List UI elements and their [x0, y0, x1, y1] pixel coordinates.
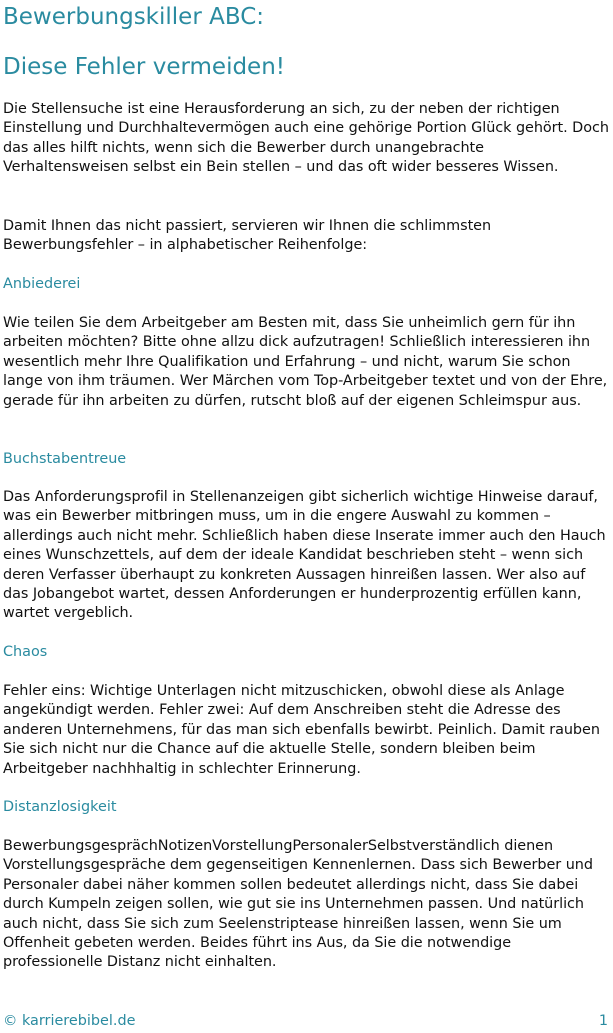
- page-number: 1: [598, 1013, 608, 1029]
- intro-text-2: Damit Ihnen das nicht passiert, servieren wir Ihnen die schlimmsten Bewerbungsfehler – in alphabetischer Reihenfolge:: [3, 218, 492, 254]
- section-text-buchstabentreue: Das Anforderungsprofil in Stellenanzeigen gibt sicherlich wichtige Hinweise darauf, was ein Bewerber mitbringen muss, um in die engere Auswahl zu kommen – allerdings auch nicht mehr. Schließlich haben diese Inserate immer auch den Hauch eines Wunschzettels, auf dem der ideale Kandidat beschrieben steht – wenn sich deren Verfasser überhaupt zu konkreten Aussagen hinreißen lassen. Wer also auf das Jobangebot wartet, dessen Anforderungen er hunderprozentig erfüllen kann, wartet vergeblich.: [3, 489, 606, 622]
- section-heading-chaos: Chaos: [3, 644, 48, 660]
- page-footer: [0, 1012, 613, 1032]
- section-text-chaos: Fehler eins: Wichtige Unterlagen nicht mitzuschicken, obwohl diese als Anlage angekündigt werden. Fehler zwei: Auf dem Anschreiben steht die Adresse des anderen Unternehmens, für das man sich ebenfalls bewirbt. Peinlich. Damit rauben Sie sich nicht nur die Chance auf die aktuelle Stelle, sondern bleiben beim Arbeitgeber nachhhaltig in schlechter Erinnerung.: [3, 683, 600, 777]
- section-heading-distanzlosigkeit: Distanzlosigkeit: [3, 799, 117, 815]
- section-distanzlosigkeit-heading-wrap: [3, 798, 611, 817]
- section-anbiederei: [3, 314, 611, 411]
- section-distanzlosigkeit: [3, 837, 611, 973]
- section-text-anbiederei: Wie teilen Sie dem Arbeitgeber am Besten mit, dass Sie unheimlich gern für ihn arbeiten möchten? Bitte ohne allzu dick aufzutragen! Schließlich interessieren ihn wesentlich mehr Ihre Qualifikation und Erfahrung – und nicht, warum Sie schon lange von ihm träumen. Wer Märchen vom Top-Arbeitgeber textet und von der Ehre, gerade für ihn arbeiten zu dürfen, rutscht bloß auf der eigenen Schleimspur aus.: [3, 315, 608, 409]
- section-text-distanzlosigkeit: BewerbungsgesprächNotizenVorstellungPersonalerSelbstverständlich dienen Vorstellungsgespräche dem gegenseitigen Kennenlernen. Dass sich Bewerber und Personaler dabei näher kommen sollen bedeutet allerdings nicht, dass Sie dabei durch Kumpeln zeigen sollen, wie gut sie ins Unternehmen passen. Und natürlich auch nicht, dass Sie sich zum Seelenstriptease hinreißen lassen, wenn Sie um Offenheit gebeten werden. Beides führt ins Aus, da Sie die notwendige professionelle Distanz nicht einhalten.: [3, 838, 593, 971]
- section-chaos: [3, 682, 611, 779]
- section-anbiederei-heading-wrap: [3, 275, 611, 294]
- section-heading-anbiederei: Anbiederei: [3, 276, 81, 292]
- section-chaos-heading-wrap: [3, 643, 611, 662]
- intro-text-1: Die Stellensuche ist eine Herausforderung an sich, zu der neben der richtigen Einstellung und Durchhaltevermögen auch eine gehörige Portion Glück gehört. Doch das alles hilft nichts, wenn sich die Bewerber durch unangebrachte Verhaltensweisen selbst ein Bein stellen – und das oft wider besseres Wissen.: [3, 101, 609, 176]
- section-buchstabentreue-heading-wrap: [3, 450, 611, 469]
- section-heading-buchstabentreue: Buchstabentreue: [3, 451, 127, 467]
- document-title-line-2: Diese Fehler vermeiden!: [3, 54, 286, 80]
- footer-source-link[interactable]: © karrierebibel.de: [3, 1013, 136, 1029]
- section-buchstabentreue: [3, 488, 611, 624]
- intro-paragraph-1: [3, 100, 611, 178]
- intro-paragraph-2: [3, 217, 611, 256]
- document-title-line-1: Bewerbungskiller ABC:: [3, 4, 265, 30]
